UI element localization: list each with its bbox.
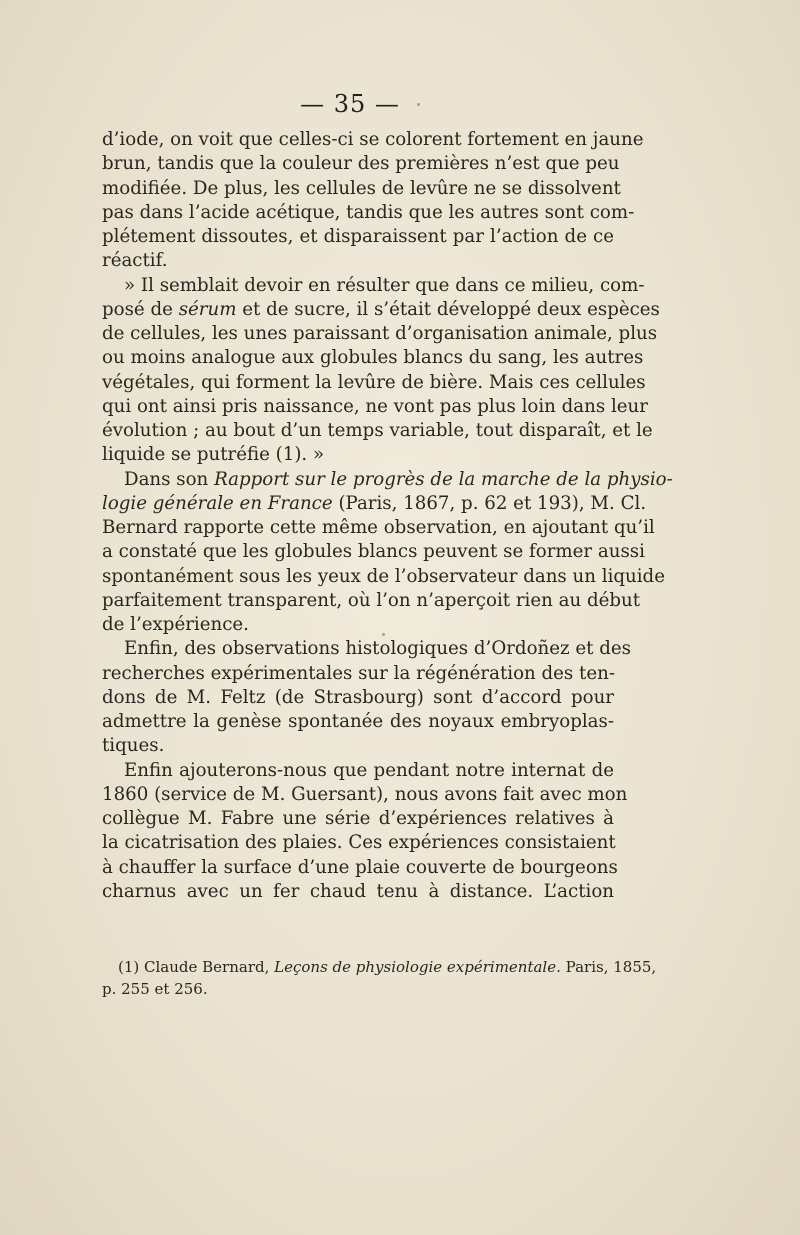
text-segment: Paris, 1855, [565,958,657,976]
text-line: Enfin, des observations histologiques d’Ordoñez et des [124,638,631,660]
text-line: de l’expérience. [102,614,249,635]
text-line: plétement dissoutes, et disparaissent par l’action de ce [102,226,614,247]
text-line: de cellules, les unes paraissant d’organisation animale, plus [102,323,658,344]
text-line: évolution ; au bout d’un temps variable, tout disparaît, et le [102,420,653,441]
text-line: modifiée. De plus, les cellules de levûre ne se dissolvent [102,177,621,199]
text-line: parfaitement transparent, où l’on n’aperçoit rien au début [102,589,641,611]
paper-speck [382,633,385,636]
text-line-mixed [102,468,673,492]
footnote-line: p. 255 et 256. [102,980,208,998]
text-line-mixed [102,298,660,322]
text-line: réactif. [102,250,168,272]
text-line: Enfin ajouterons-nous que pendant notre internat de [124,759,614,781]
text-line: d’iode, on voit que celles-ci se colorent fortement en jaune [102,129,644,150]
italic-title: Rapport sur le progrès de la marche de la physio- [214,468,673,490]
text-line: qui ont ainsi pris naissance, ne vont pas plus loin dans leur [102,395,648,417]
text-line: dons de M. Feltz (de Strasbourg) sont d’accord pour [102,686,614,708]
text-line: » Il semblait devoir en résulter que dans ce milieu, com- [124,274,645,296]
text-line: admettre la genèse spontanée des noyaux embryoplas- [102,711,614,732]
italic-title: logie générale en France [102,492,333,514]
text-segment: (Paris, 1867, p. 62 et 193), M. Cl. [338,492,647,514]
text-segment: Dans son [124,468,209,490]
text-line: spontanément sous les yeux de l’observateur dans un liquide [102,565,665,587]
text-line: 1860 (service de M. Guersant), nous avons fait avec mon [102,783,628,805]
text-line: a constaté que les globules blancs peuvent se former aussi [102,541,645,563]
footnote [102,956,657,1000]
text-segment: (1) Claude Bernard, [118,958,270,976]
paragraph-1 [102,128,644,274]
paragraph-3 [102,468,673,638]
paragraph-4 [102,637,631,758]
page-number: — 35 — [300,90,400,118]
text-line: pas dans l’acide acétique, tandis que les autres sont com- [102,201,635,223]
text-line: collègue M. Fabre une série d’expériences relatives à [102,808,614,829]
italic-title: Leçons de physiologie expérimentale. [274,958,561,976]
body-text [102,128,673,904]
text-line: à chauffer la surface d’une plaie couverte de bourgeons [102,856,618,878]
text-segment: et de sucre, il s’était développé deux espèces [242,298,660,320]
paragraph-2 [102,274,660,468]
text-line: végétales, qui forment la levûre de bière. Mais ces cellules [102,371,646,393]
text-line: la cicatrisation des plaies. Ces expériences consistaient [102,832,616,854]
text-segment: posé de [102,298,173,320]
paper-speck [417,103,420,106]
text-line: ou moins analogue aux globules blancs du sang, les autres [102,347,644,369]
footnote-line-mixed [118,956,657,978]
text-line: brun, tandis que la couleur des premières n’est que peu [102,153,620,175]
text-line: recherches expérimentales sur la régénération des ten- [102,662,615,684]
text-line: Bernard rapporte cette même observation, en ajoutant qu’il [102,517,655,538]
text-line: tiques. [102,735,165,757]
text-line: liquide se putréfie (1). » [102,444,325,466]
italic-term: sérum [178,298,237,320]
paragraph-5 [102,759,628,905]
text-line: charnus avec un fer chaud tenu à distance. L’action [102,880,614,902]
text-line-mixed [102,492,647,516]
